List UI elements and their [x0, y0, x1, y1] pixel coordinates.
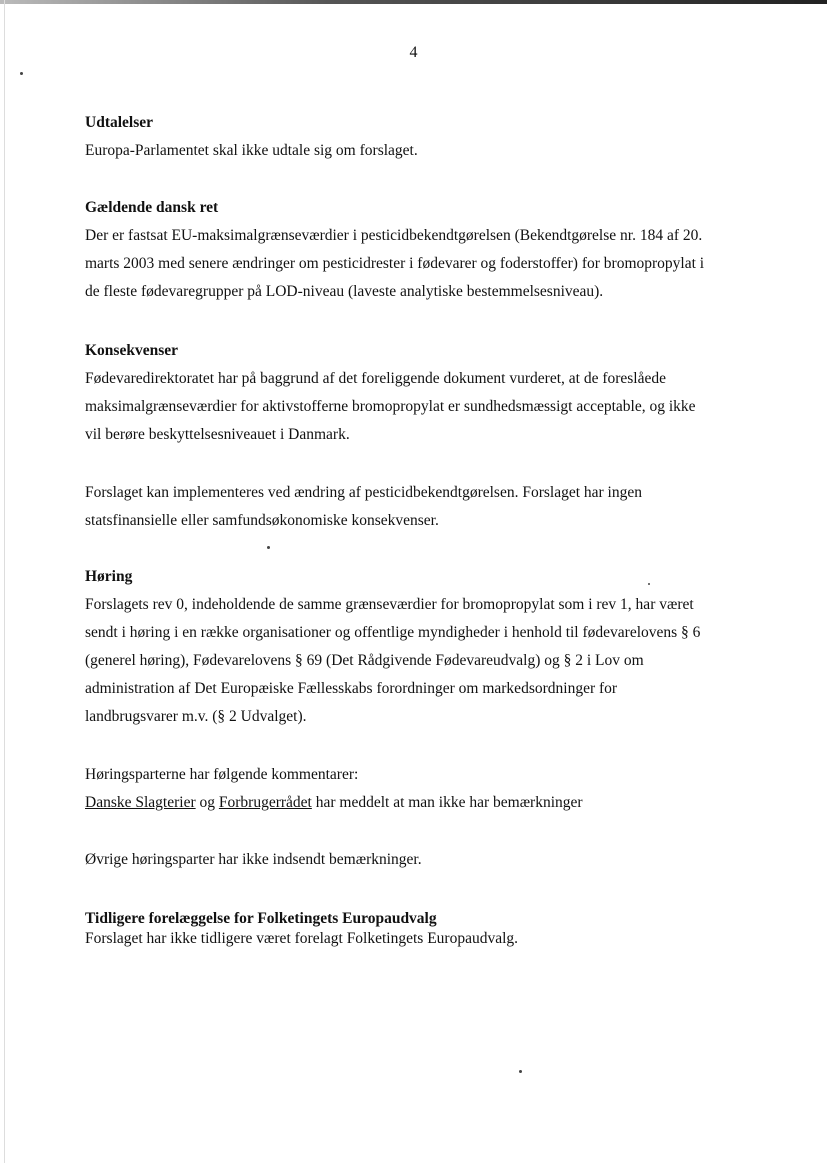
- section-heading: Udtalelser: [85, 114, 154, 131]
- section-heading: Høring: [85, 568, 133, 585]
- paragraph-line: Der er fastsat EU-maksimalgrænseværdier i pesticidbekendtgørelsen (Bekendtgørelse nr. 184 af 20.: [85, 227, 703, 244]
- paragraph-line: Forslaget kan implementeres ved ændring af pesticidbekendtgørelsen. Forslaget har ingen: [85, 484, 642, 501]
- section-gaeldende-dansk-ret: [85, 194, 755, 306]
- section-heading: Konsekvenser: [85, 342, 178, 359]
- section-udtalelser: [85, 109, 755, 165]
- paragraph-line: maksimalgrænseværdier for aktivstofferne bromopropylat er sundhedsmæssigt acceptable, og ikke: [85, 398, 696, 415]
- page-number: 4: [409, 44, 418, 61]
- scan-speck: [20, 72, 23, 75]
- scan-top-border: [0, 0, 827, 4]
- paragraph-line: sendt i høring i en række organisationer og offentlige myndigheder i henhold til fødevarelovens § 6: [85, 624, 701, 641]
- comments-line: [85, 789, 755, 817]
- section-heading: Gældende dansk ret: [85, 199, 219, 216]
- paragraph-implementering: [85, 479, 755, 535]
- scan-speck: [519, 1070, 522, 1073]
- paragraph-line: Øvrige høringsparter har ikke indsendt bemærkninger.: [85, 851, 422, 868]
- paragraph: Europa-Parlamentet skal ikke udtale sig om forslaget.: [85, 142, 418, 159]
- paragraph-line: de fleste fødevaregrupper på LOD-niveau (laveste analytiske bestemmelsesniveau).: [85, 283, 604, 300]
- paragraph-line: marts 2003 med senere ændringer om pesticidrester i fødevarer og foderstoffer) for bromopropylat i: [85, 255, 705, 272]
- scan-left-edge: [4, 0, 5, 1163]
- paragraph-line: (generel høring), Fødevarelovens § 69 (Det Rådgivende Fødevareudvalg) og § 2 i Lov om: [85, 652, 644, 669]
- section-tidligere-forelaeggelse: [85, 909, 755, 949]
- party-join: og: [195, 794, 219, 811]
- scan-speck: [267, 546, 270, 549]
- section-heading: Tidligere forelæggelse for Folketingets Europaudvalg: [85, 910, 437, 927]
- section-horing: [85, 563, 755, 731]
- comments-intro: Høringsparterne har følgende kommentarer:: [85, 766, 359, 783]
- paragraph-line: landbrugsvarer m.v. (§ 2 Udvalget).: [85, 708, 307, 725]
- paragraph-line: administration af Det Europæiske Fællesskabs forordninger om markedsordninger for: [85, 680, 618, 697]
- paragraph: Forslaget har ikke tidligere været forelagt Folketingets Europaudvalg.: [85, 930, 519, 947]
- party-rest: har meddelt at man ikke har bemærkninger: [311, 794, 583, 811]
- paragraph-line: vil berøre beskyttelsesniveauet i Danmark.: [85, 426, 350, 443]
- party-danske-slagterier: Danske Slagterier: [85, 794, 196, 811]
- party-forbrugerraadet: Forbrugerrådet: [218, 794, 312, 811]
- paragraph-ovrige: [85, 846, 755, 874]
- paragraph-line: Forslagets rev 0, indeholdende de samme grænseværdier for bromopropylat som i rev 1, har været: [85, 596, 694, 613]
- section-konsekvenser: [85, 337, 755, 449]
- paragraph-line: statsfinansielle eller samfundsøkonomiske konsekvenser.: [85, 512, 439, 529]
- paragraph-line: Fødevaredirektoratet har på baggrund af det foreliggende dokument vurderet, at de foreslåede: [85, 370, 667, 387]
- scan-speck: [648, 583, 650, 585]
- paragraph-kommentarer: [85, 761, 755, 817]
